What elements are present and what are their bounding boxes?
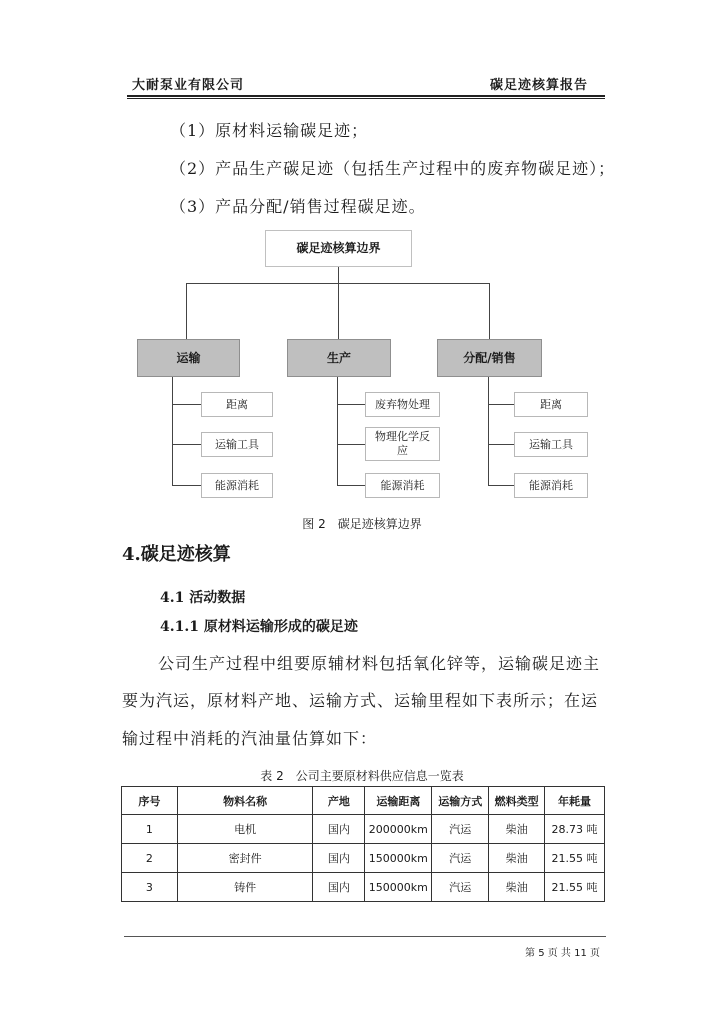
table-cell: 国内 [313, 815, 365, 844]
header-rule-thin [127, 98, 605, 99]
category-box-production: 生产 [287, 339, 391, 377]
connector-line [488, 404, 514, 405]
table-cell: 2 [122, 844, 178, 873]
diagram-root-box: 碳足迹核算边界 [265, 230, 412, 267]
table-cell: 国内 [313, 844, 365, 873]
connector-line [186, 283, 187, 339]
table-cell: 汽运 [432, 873, 489, 902]
connector-line [488, 485, 514, 486]
table-cell: 150000km [365, 844, 432, 873]
table-cell: 汽运 [432, 815, 489, 844]
page-number: 第 5 页 共 11 页 [525, 948, 600, 959]
subsubsection-heading: 4.1.1 原材料运输形成的碳足迹 [160, 619, 358, 635]
diagram-item-box: 能源消耗 [365, 473, 440, 498]
figure-caption: 图 2 碳足迹核算边界 [302, 517, 422, 531]
connector-line [172, 444, 201, 445]
paragraph-line: 要为汽运，原材料产地、运输方式、运输里程如下表所示；在运 [122, 691, 599, 710]
table-row [122, 873, 605, 902]
subsection-heading: 4.1 活动数据 [160, 590, 246, 606]
connector-line [488, 444, 514, 445]
table-cell: 铸件 [177, 873, 313, 902]
table-cell: 柴油 [489, 873, 545, 902]
list-item-3: （3）产品分配/销售过程碳足迹。 [170, 197, 426, 216]
column-header: 运输距离 [365, 787, 432, 815]
connector-line [172, 377, 173, 486]
header-report-title: 碳足迹核算报告 [489, 78, 588, 93]
column-header: 年耗量 [545, 787, 605, 815]
column-header: 序号 [122, 787, 178, 815]
connector-line [172, 404, 201, 405]
diagram-item-box: 物理化学反应 [365, 427, 440, 461]
paragraph-line: 输过程中消耗的汽油量估算如下： [122, 729, 378, 748]
table-caption: 表 2 公司主要原材料供应信息一览表 [260, 769, 464, 783]
column-header: 产地 [313, 787, 365, 815]
table-cell: 1 [122, 815, 178, 844]
connector-line [172, 485, 201, 486]
header-rule [127, 95, 605, 97]
table-cell: 21.55 吨 [545, 873, 605, 902]
connector-line [488, 377, 489, 486]
diagram-item-box: 能源消耗 [514, 473, 588, 498]
connector-line [338, 283, 339, 339]
table-cell: 28.73 吨 [545, 815, 605, 844]
diagram-item-box: 运输工具 [514, 432, 588, 457]
diagram-item-box: 距离 [201, 392, 273, 417]
table-header-row [122, 787, 605, 815]
connector-line [337, 377, 338, 486]
table-cell: 柴油 [489, 815, 545, 844]
footer-rule [124, 936, 606, 937]
diagram-item-box: 能源消耗 [201, 473, 273, 498]
section-heading: 4.碳足迹核算 [122, 544, 231, 565]
connector-line [337, 404, 365, 405]
material-supply-table [121, 786, 605, 902]
column-header: 物料名称 [177, 787, 313, 815]
table-cell: 21.55 吨 [545, 844, 605, 873]
category-box-transport: 运输 [137, 339, 240, 377]
table-cell: 密封件 [177, 844, 313, 873]
table-cell: 200000km [365, 815, 432, 844]
connector-line [338, 267, 339, 283]
connector-line [337, 444, 365, 445]
list-item-1: （1）原材料运输碳足迹； [170, 121, 369, 140]
column-header: 运输方式 [432, 787, 489, 815]
category-box-distribution: 分配/销售 [437, 339, 542, 377]
table-cell: 150000km [365, 873, 432, 902]
connector-line [337, 485, 365, 486]
header-company: 大耐泵业有限公司 [132, 78, 245, 93]
diagram-item-box: 废弃物处理 [365, 392, 440, 417]
paragraph-line: 公司生产过程中组要原辅材料包括氧化锌等，运输碳足迹主 [158, 654, 601, 673]
diagram-item-box: 距离 [514, 392, 588, 417]
connector-line [489, 283, 490, 339]
table-cell: 汽运 [432, 844, 489, 873]
table-cell: 柴油 [489, 844, 545, 873]
table-cell: 电机 [177, 815, 313, 844]
table-cell: 3 [122, 873, 178, 902]
table-row [122, 844, 605, 873]
list-item-2: （2）产品生产碳足迹（包括生产过程中的废弃物碳足迹）； [170, 159, 616, 178]
diagram-item-box: 运输工具 [201, 432, 273, 457]
column-header: 燃料类型 [489, 787, 545, 815]
table-cell: 国内 [313, 873, 365, 902]
table-row [122, 815, 605, 844]
